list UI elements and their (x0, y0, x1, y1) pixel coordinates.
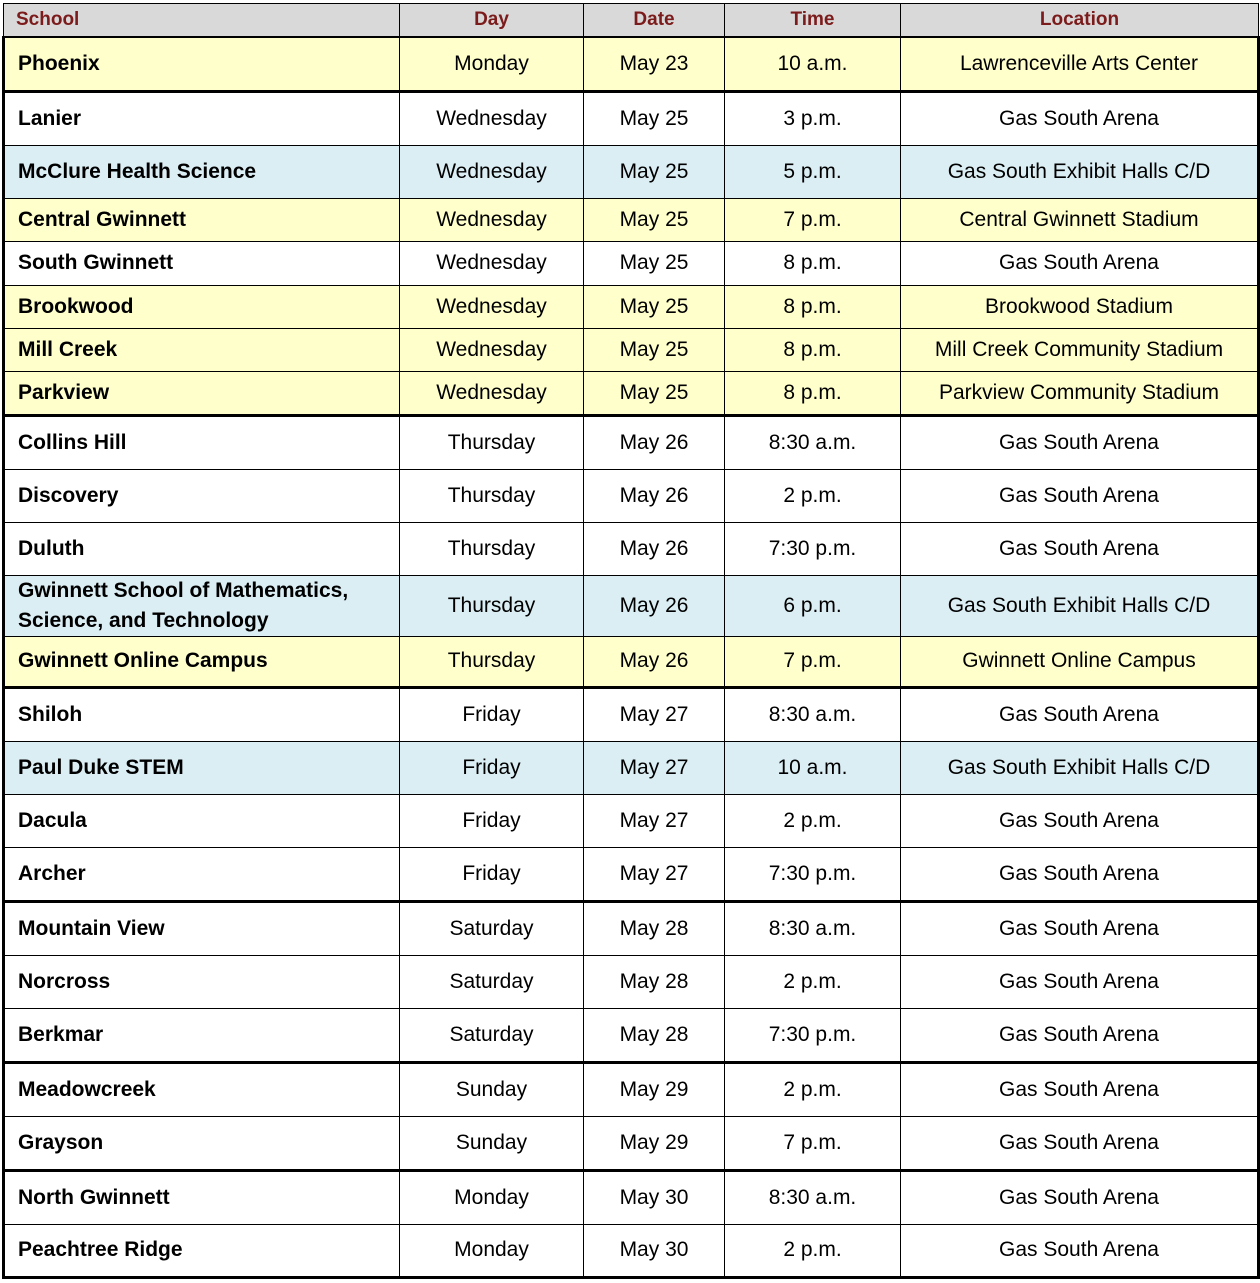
time-cell: 3 p.m. (725, 91, 901, 145)
table-row (4, 145, 1259, 198)
table-row (4, 469, 1259, 522)
date-cell: May 26 (584, 415, 725, 469)
location-cell: Gas South Arena (901, 1224, 1259, 1277)
table-row (4, 1116, 1259, 1170)
time-cell: 2 p.m. (725, 1062, 901, 1116)
time-cell: 8 p.m. (725, 371, 901, 415)
location-cell: Mill Creek Community Stadium (901, 328, 1259, 371)
table-row (4, 91, 1259, 145)
header-date: Date (584, 4, 725, 38)
date-cell: May 27 (584, 741, 725, 794)
day-cell: Sunday (400, 1116, 584, 1170)
table-row (4, 241, 1259, 285)
day-cell: Friday (400, 794, 584, 847)
location-cell: Lawrenceville Arts Center (901, 37, 1259, 91)
day-cell: Thursday (400, 522, 584, 575)
date-cell: May 26 (584, 469, 725, 522)
table-row (4, 37, 1259, 91)
time-cell: 8 p.m. (725, 241, 901, 285)
table-row (4, 636, 1259, 687)
location-cell: Gas South Arena (901, 1062, 1259, 1116)
time-cell: 2 p.m. (725, 469, 901, 522)
day-cell: Monday (400, 37, 584, 91)
day-cell: Sunday (400, 1062, 584, 1116)
date-cell: May 27 (584, 687, 725, 741)
day-cell: Wednesday (400, 285, 584, 328)
date-cell: May 28 (584, 1008, 725, 1062)
location-cell: Gas South Exhibit Halls C/D (901, 575, 1259, 636)
school-cell: Archer (4, 847, 400, 901)
school-cell: Lanier (4, 91, 400, 145)
date-cell: May 29 (584, 1062, 725, 1116)
date-cell: May 30 (584, 1224, 725, 1277)
time-cell: 8:30 a.m. (725, 1170, 901, 1224)
location-cell: Gas South Arena (901, 91, 1259, 145)
time-cell: 5 p.m. (725, 145, 901, 198)
location-cell: Gas South Arena (901, 469, 1259, 522)
table-row (4, 522, 1259, 575)
day-cell: Wednesday (400, 198, 584, 241)
day-cell: Wednesday (400, 371, 584, 415)
school-cell: Phoenix (4, 37, 400, 91)
time-cell: 2 p.m. (725, 794, 901, 847)
location-cell: Gas South Arena (901, 522, 1259, 575)
time-cell: 8 p.m. (725, 285, 901, 328)
school-cell: Mill Creek (4, 328, 400, 371)
table-row (4, 285, 1259, 328)
location-cell: Gas South Arena (901, 241, 1259, 285)
time-cell: 7 p.m. (725, 198, 901, 241)
time-cell: 7 p.m. (725, 636, 901, 687)
location-cell: Brookwood Stadium (901, 285, 1259, 328)
school-cell: Parkview (4, 371, 400, 415)
time-cell: 2 p.m. (725, 1224, 901, 1277)
date-cell: May 26 (584, 522, 725, 575)
day-cell: Monday (400, 1170, 584, 1224)
time-cell: 7:30 p.m. (725, 1008, 901, 1062)
day-cell: Thursday (400, 415, 584, 469)
table-row (4, 794, 1259, 847)
day-cell: Saturday (400, 1008, 584, 1062)
school-cell: Collins Hill (4, 415, 400, 469)
time-cell: 10 a.m. (725, 741, 901, 794)
school-cell: Norcross (4, 955, 400, 1008)
date-cell: May 25 (584, 91, 725, 145)
school-cell: Paul Duke STEM (4, 741, 400, 794)
day-cell: Friday (400, 741, 584, 794)
header-time: Time (725, 4, 901, 38)
school-cell: Discovery (4, 469, 400, 522)
school-cell: Mountain View (4, 901, 400, 955)
date-cell: May 27 (584, 847, 725, 901)
date-cell: May 23 (584, 37, 725, 91)
date-cell: May 27 (584, 794, 725, 847)
date-cell: May 25 (584, 145, 725, 198)
location-cell: Gas South Arena (901, 955, 1259, 1008)
table-row (4, 1224, 1259, 1277)
location-cell: Gas South Arena (901, 687, 1259, 741)
date-cell: May 25 (584, 328, 725, 371)
day-cell: Saturday (400, 901, 584, 955)
date-cell: May 25 (584, 285, 725, 328)
table-row (4, 741, 1259, 794)
time-cell: 8:30 a.m. (725, 901, 901, 955)
school-cell: Berkmar (4, 1008, 400, 1062)
date-cell: May 26 (584, 575, 725, 636)
time-cell: 8:30 a.m. (725, 415, 901, 469)
time-cell: 6 p.m. (725, 575, 901, 636)
date-cell: May 30 (584, 1170, 725, 1224)
school-cell: Peachtree Ridge (4, 1224, 400, 1277)
school-cell: Duluth (4, 522, 400, 575)
date-cell: May 29 (584, 1116, 725, 1170)
location-cell: Gas South Arena (901, 794, 1259, 847)
location-cell: Gas South Arena (901, 1008, 1259, 1062)
school-cell: Gwinnett Online Campus (4, 636, 400, 687)
location-cell: Gas South Arena (901, 847, 1259, 901)
graduation-schedule-table (2, 3, 1260, 1279)
day-cell: Saturday (400, 955, 584, 1008)
header-location: Location (901, 4, 1259, 38)
time-cell: 7:30 p.m. (725, 522, 901, 575)
day-cell: Wednesday (400, 145, 584, 198)
date-cell: May 28 (584, 901, 725, 955)
table-row (4, 1008, 1259, 1062)
school-cell: Brookwood (4, 285, 400, 328)
table-row (4, 328, 1259, 371)
school-cell: Shiloh (4, 687, 400, 741)
day-cell: Monday (400, 1224, 584, 1277)
table-row (4, 575, 1259, 636)
table-row (4, 415, 1259, 469)
day-cell: Wednesday (400, 241, 584, 285)
day-cell: Wednesday (400, 328, 584, 371)
location-cell: Gas South Exhibit Halls C/D (901, 741, 1259, 794)
time-cell: 8:30 a.m. (725, 687, 901, 741)
table-row (4, 955, 1259, 1008)
date-cell: May 28 (584, 955, 725, 1008)
table-row (4, 901, 1259, 955)
time-cell: 7 p.m. (725, 1116, 901, 1170)
school-cell: Central Gwinnett (4, 198, 400, 241)
location-cell: Gwinnett Online Campus (901, 636, 1259, 687)
time-cell: 8 p.m. (725, 328, 901, 371)
time-cell: 10 a.m. (725, 37, 901, 91)
day-cell: Thursday (400, 469, 584, 522)
date-cell: May 25 (584, 198, 725, 241)
location-cell: Central Gwinnett Stadium (901, 198, 1259, 241)
time-cell: 7:30 p.m. (725, 847, 901, 901)
date-cell: May 25 (584, 241, 725, 285)
school-cell: North Gwinnett (4, 1170, 400, 1224)
day-cell: Friday (400, 847, 584, 901)
school-cell: Meadowcreek (4, 1062, 400, 1116)
location-cell: Gas South Arena (901, 901, 1259, 955)
date-cell: May 25 (584, 371, 725, 415)
day-cell: Friday (400, 687, 584, 741)
school-cell: Grayson (4, 1116, 400, 1170)
day-cell: Thursday (400, 575, 584, 636)
school-cell: McClure Health Science (4, 145, 400, 198)
table-row (4, 371, 1259, 415)
school-cell: Dacula (4, 794, 400, 847)
day-cell: Wednesday (400, 91, 584, 145)
time-cell: 2 p.m. (725, 955, 901, 1008)
day-cell: Thursday (400, 636, 584, 687)
table-row (4, 847, 1259, 901)
table-row (4, 198, 1259, 241)
header-day: Day (400, 4, 584, 38)
location-cell: Gas South Exhibit Halls C/D (901, 145, 1259, 198)
header-school: School (4, 4, 400, 38)
table-row (4, 1170, 1259, 1224)
date-cell: May 26 (584, 636, 725, 687)
table-row (4, 1062, 1259, 1116)
location-cell: Gas South Arena (901, 415, 1259, 469)
location-cell: Parkview Community Stadium (901, 371, 1259, 415)
school-cell: South Gwinnett (4, 241, 400, 285)
header-row (4, 4, 1259, 38)
school-cell: Gwinnett School of Mathematics, Science, and Technology (4, 575, 400, 636)
location-cell: Gas South Arena (901, 1116, 1259, 1170)
table-row (4, 687, 1259, 741)
location-cell: Gas South Arena (901, 1170, 1259, 1224)
